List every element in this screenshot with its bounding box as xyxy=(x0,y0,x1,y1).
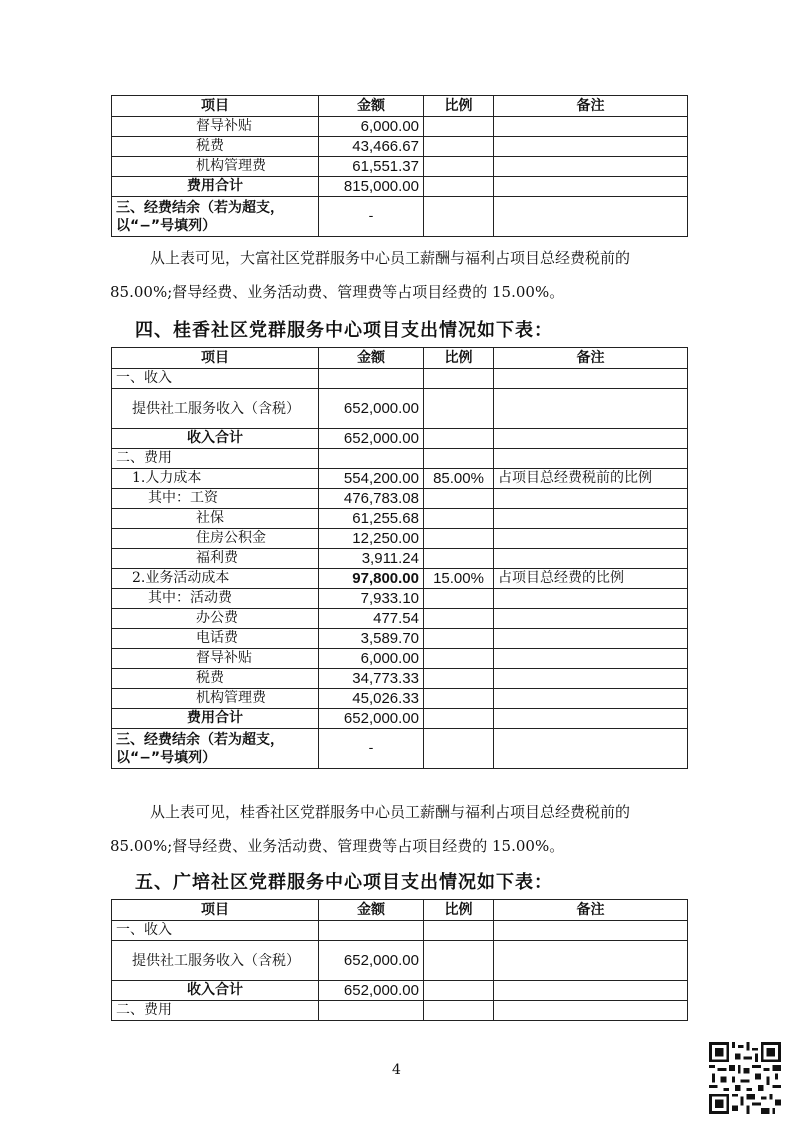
table-row xyxy=(112,509,688,529)
row-item: 其中：工资 xyxy=(112,489,319,509)
table-row xyxy=(112,1001,688,1021)
row-item: 费用合计 xyxy=(112,709,319,729)
table-row-total xyxy=(112,177,688,197)
table-row-total xyxy=(112,709,688,729)
row-ratio xyxy=(424,921,494,941)
table-row xyxy=(112,629,688,649)
row-amount: 6,000.00 xyxy=(319,117,424,137)
row-ratio xyxy=(424,649,494,669)
row-item: 三、经费结余（若为超支，以“−”号填列） xyxy=(112,729,319,769)
row-item: 1.人力成本 xyxy=(112,469,319,489)
row-ratio xyxy=(424,117,494,137)
row-item: 其中：活动费 xyxy=(112,589,319,609)
row-ratio xyxy=(424,669,494,689)
row-item: 督导补贴 xyxy=(112,117,319,137)
row-amount xyxy=(319,369,424,389)
table-row xyxy=(112,609,688,629)
row-item: 收入合计 xyxy=(112,429,319,449)
row-note xyxy=(494,549,688,569)
row-note xyxy=(494,709,688,729)
table-row xyxy=(112,137,688,157)
row-note xyxy=(494,729,688,769)
row-item: 费用合计 xyxy=(112,177,319,197)
row-item: 提供社工服务收入（含税） xyxy=(112,941,319,981)
row-note xyxy=(494,689,688,709)
row-ratio xyxy=(424,157,494,177)
row-ratio xyxy=(424,389,494,429)
row-ratio xyxy=(424,589,494,609)
table-row xyxy=(112,369,688,389)
row-note xyxy=(494,941,688,981)
row-amount: 652,000.00 xyxy=(319,389,424,429)
row-amount xyxy=(319,1001,424,1021)
section-heading-guangpei: 五、广培社区党群服务中心项目支出情况如下表： xyxy=(135,872,553,893)
table-row xyxy=(112,589,688,609)
row-ratio xyxy=(424,709,494,729)
table-header-row xyxy=(112,900,688,921)
table-row xyxy=(112,941,688,981)
header-item: 项目 xyxy=(112,348,319,369)
table-row xyxy=(112,469,688,489)
row-amount: 477.54 xyxy=(319,609,424,629)
table-guangpei-expenses xyxy=(111,899,688,1021)
row-item: 住房公积金 xyxy=(112,529,319,549)
table-row-total xyxy=(112,981,688,1001)
paragraph-dafu-line1: 从上表可见，大富社区党群服务中心员工薪酬与福利占项目总经费税前的 xyxy=(150,249,631,267)
table-row xyxy=(112,489,688,509)
row-ratio: 85.00% xyxy=(424,469,494,489)
row-amount xyxy=(319,449,424,469)
row-note xyxy=(494,589,688,609)
qr-code-icon xyxy=(709,1042,781,1114)
row-ratio xyxy=(424,449,494,469)
row-amount: 3,589.70 xyxy=(319,629,424,649)
row-item: 办公费 xyxy=(112,609,319,629)
row-ratio xyxy=(424,1001,494,1021)
row-note xyxy=(494,369,688,389)
row-note xyxy=(494,177,688,197)
header-ratio: 比例 xyxy=(424,348,494,369)
header-amount: 金额 xyxy=(319,96,424,117)
header-item: 项目 xyxy=(112,900,319,921)
row-note xyxy=(494,509,688,529)
header-note: 备注 xyxy=(494,348,688,369)
row-item: 收入合计 xyxy=(112,981,319,1001)
table-row xyxy=(112,921,688,941)
row-note: 占项目总经费的比例 xyxy=(494,569,688,589)
row-note xyxy=(494,649,688,669)
row-amount: 652,000.00 xyxy=(319,981,424,1001)
table-row xyxy=(112,549,688,569)
row-ratio xyxy=(424,529,494,549)
table-row xyxy=(112,449,688,469)
row-amount: 6,000.00 xyxy=(319,649,424,669)
row-ratio xyxy=(424,981,494,1001)
row-note xyxy=(494,669,688,689)
row-item: 福利费 xyxy=(112,549,319,569)
row-item: 机构管理费 xyxy=(112,689,319,709)
row-note xyxy=(494,629,688,649)
table-dafu-expenses xyxy=(111,95,688,237)
header-ratio: 比例 xyxy=(424,96,494,117)
row-note xyxy=(494,429,688,449)
header-item: 项目 xyxy=(112,96,319,117)
row-ratio xyxy=(424,137,494,157)
header-note: 备注 xyxy=(494,96,688,117)
row-amount: 476,783.08 xyxy=(319,489,424,509)
row-note xyxy=(494,389,688,429)
row-note xyxy=(494,117,688,137)
header-note: 备注 xyxy=(494,900,688,921)
row-note xyxy=(494,489,688,509)
row-amount: 12,250.00 xyxy=(319,529,424,549)
row-amount xyxy=(319,921,424,941)
row-item: 电话费 xyxy=(112,629,319,649)
table-row xyxy=(112,689,688,709)
table-row xyxy=(112,157,688,177)
row-amount: 815,000.00 xyxy=(319,177,424,197)
table-guixiang-expenses xyxy=(111,347,688,769)
row-item: 督导补贴 xyxy=(112,649,319,669)
row-ratio xyxy=(424,629,494,649)
header-amount: 金额 xyxy=(319,900,424,921)
row-amount: - xyxy=(319,729,424,769)
page-number: 4 xyxy=(392,1062,401,1078)
row-item: 三、经费结余（若为超支，以“−”号填列） xyxy=(112,197,319,237)
row-amount: 61,551.37 xyxy=(319,157,424,177)
table-row xyxy=(112,389,688,429)
row-ratio xyxy=(424,609,494,629)
row-item: 二、费用 xyxy=(112,449,319,469)
row-amount: 652,000.00 xyxy=(319,709,424,729)
row-item: 一、收入 xyxy=(112,921,319,941)
row-item: 2.业务活动成本 xyxy=(112,569,319,589)
row-amount: 43,466.67 xyxy=(319,137,424,157)
row-ratio xyxy=(424,941,494,981)
row-note xyxy=(494,981,688,1001)
row-ratio xyxy=(424,729,494,769)
table-row xyxy=(112,649,688,669)
row-amount: 652,000.00 xyxy=(319,941,424,981)
row-note xyxy=(494,137,688,157)
row-amount: 45,026.33 xyxy=(319,689,424,709)
row-note xyxy=(494,609,688,629)
row-item: 税费 xyxy=(112,137,319,157)
row-item: 二、费用 xyxy=(112,1001,319,1021)
row-ratio xyxy=(424,369,494,389)
row-amount: 554,200.00 xyxy=(319,469,424,489)
table-row xyxy=(112,529,688,549)
row-note xyxy=(494,1001,688,1021)
row-item: 社保 xyxy=(112,509,319,529)
row-note xyxy=(494,157,688,177)
row-ratio xyxy=(424,509,494,529)
row-amount: 3,911.24 xyxy=(319,549,424,569)
row-amount: 652,000.00 xyxy=(319,429,424,449)
row-ratio: 15.00% xyxy=(424,569,494,589)
table-row xyxy=(112,117,688,137)
row-note xyxy=(494,197,688,237)
table-header-row xyxy=(112,96,688,117)
paragraph-guixiang-line2: 85.00%;督导经费、业务活动费、管理费等占项目经费的 15.00%。 xyxy=(110,837,565,855)
row-item: 一、收入 xyxy=(112,369,319,389)
row-ratio xyxy=(424,197,494,237)
row-amount: - xyxy=(319,197,424,237)
paragraph-dafu-line2: 85.00%;督导经费、业务活动费、管理费等占项目经费的 15.00%。 xyxy=(110,283,565,301)
row-note xyxy=(494,449,688,469)
header-ratio: 比例 xyxy=(424,900,494,921)
table-row-balance xyxy=(112,729,688,769)
row-note xyxy=(494,529,688,549)
table-header-row xyxy=(112,348,688,369)
row-item: 税费 xyxy=(112,669,319,689)
table-row-balance xyxy=(112,197,688,237)
table-row xyxy=(112,669,688,689)
row-ratio xyxy=(424,549,494,569)
row-note: 占项目总经费税前的比例 xyxy=(494,469,688,489)
row-item: 提供社工服务收入（含税） xyxy=(112,389,319,429)
row-item: 机构管理费 xyxy=(112,157,319,177)
row-ratio xyxy=(424,689,494,709)
row-amount: 34,773.33 xyxy=(319,669,424,689)
row-amount: 7,933.10 xyxy=(319,589,424,609)
row-amount: 97,800.00 xyxy=(319,569,424,589)
row-note xyxy=(494,921,688,941)
section-heading-guixiang: 四、桂香社区党群服务中心项目支出情况如下表： xyxy=(135,320,553,341)
table-row xyxy=(112,569,688,589)
row-ratio xyxy=(424,489,494,509)
row-ratio xyxy=(424,177,494,197)
row-ratio xyxy=(424,429,494,449)
row-amount: 61,255.68 xyxy=(319,509,424,529)
header-amount: 金额 xyxy=(319,348,424,369)
table-row-total xyxy=(112,429,688,449)
paragraph-guixiang-line1: 从上表可见，桂香社区党群服务中心员工薪酬与福利占项目总经费税前的 xyxy=(150,803,631,821)
